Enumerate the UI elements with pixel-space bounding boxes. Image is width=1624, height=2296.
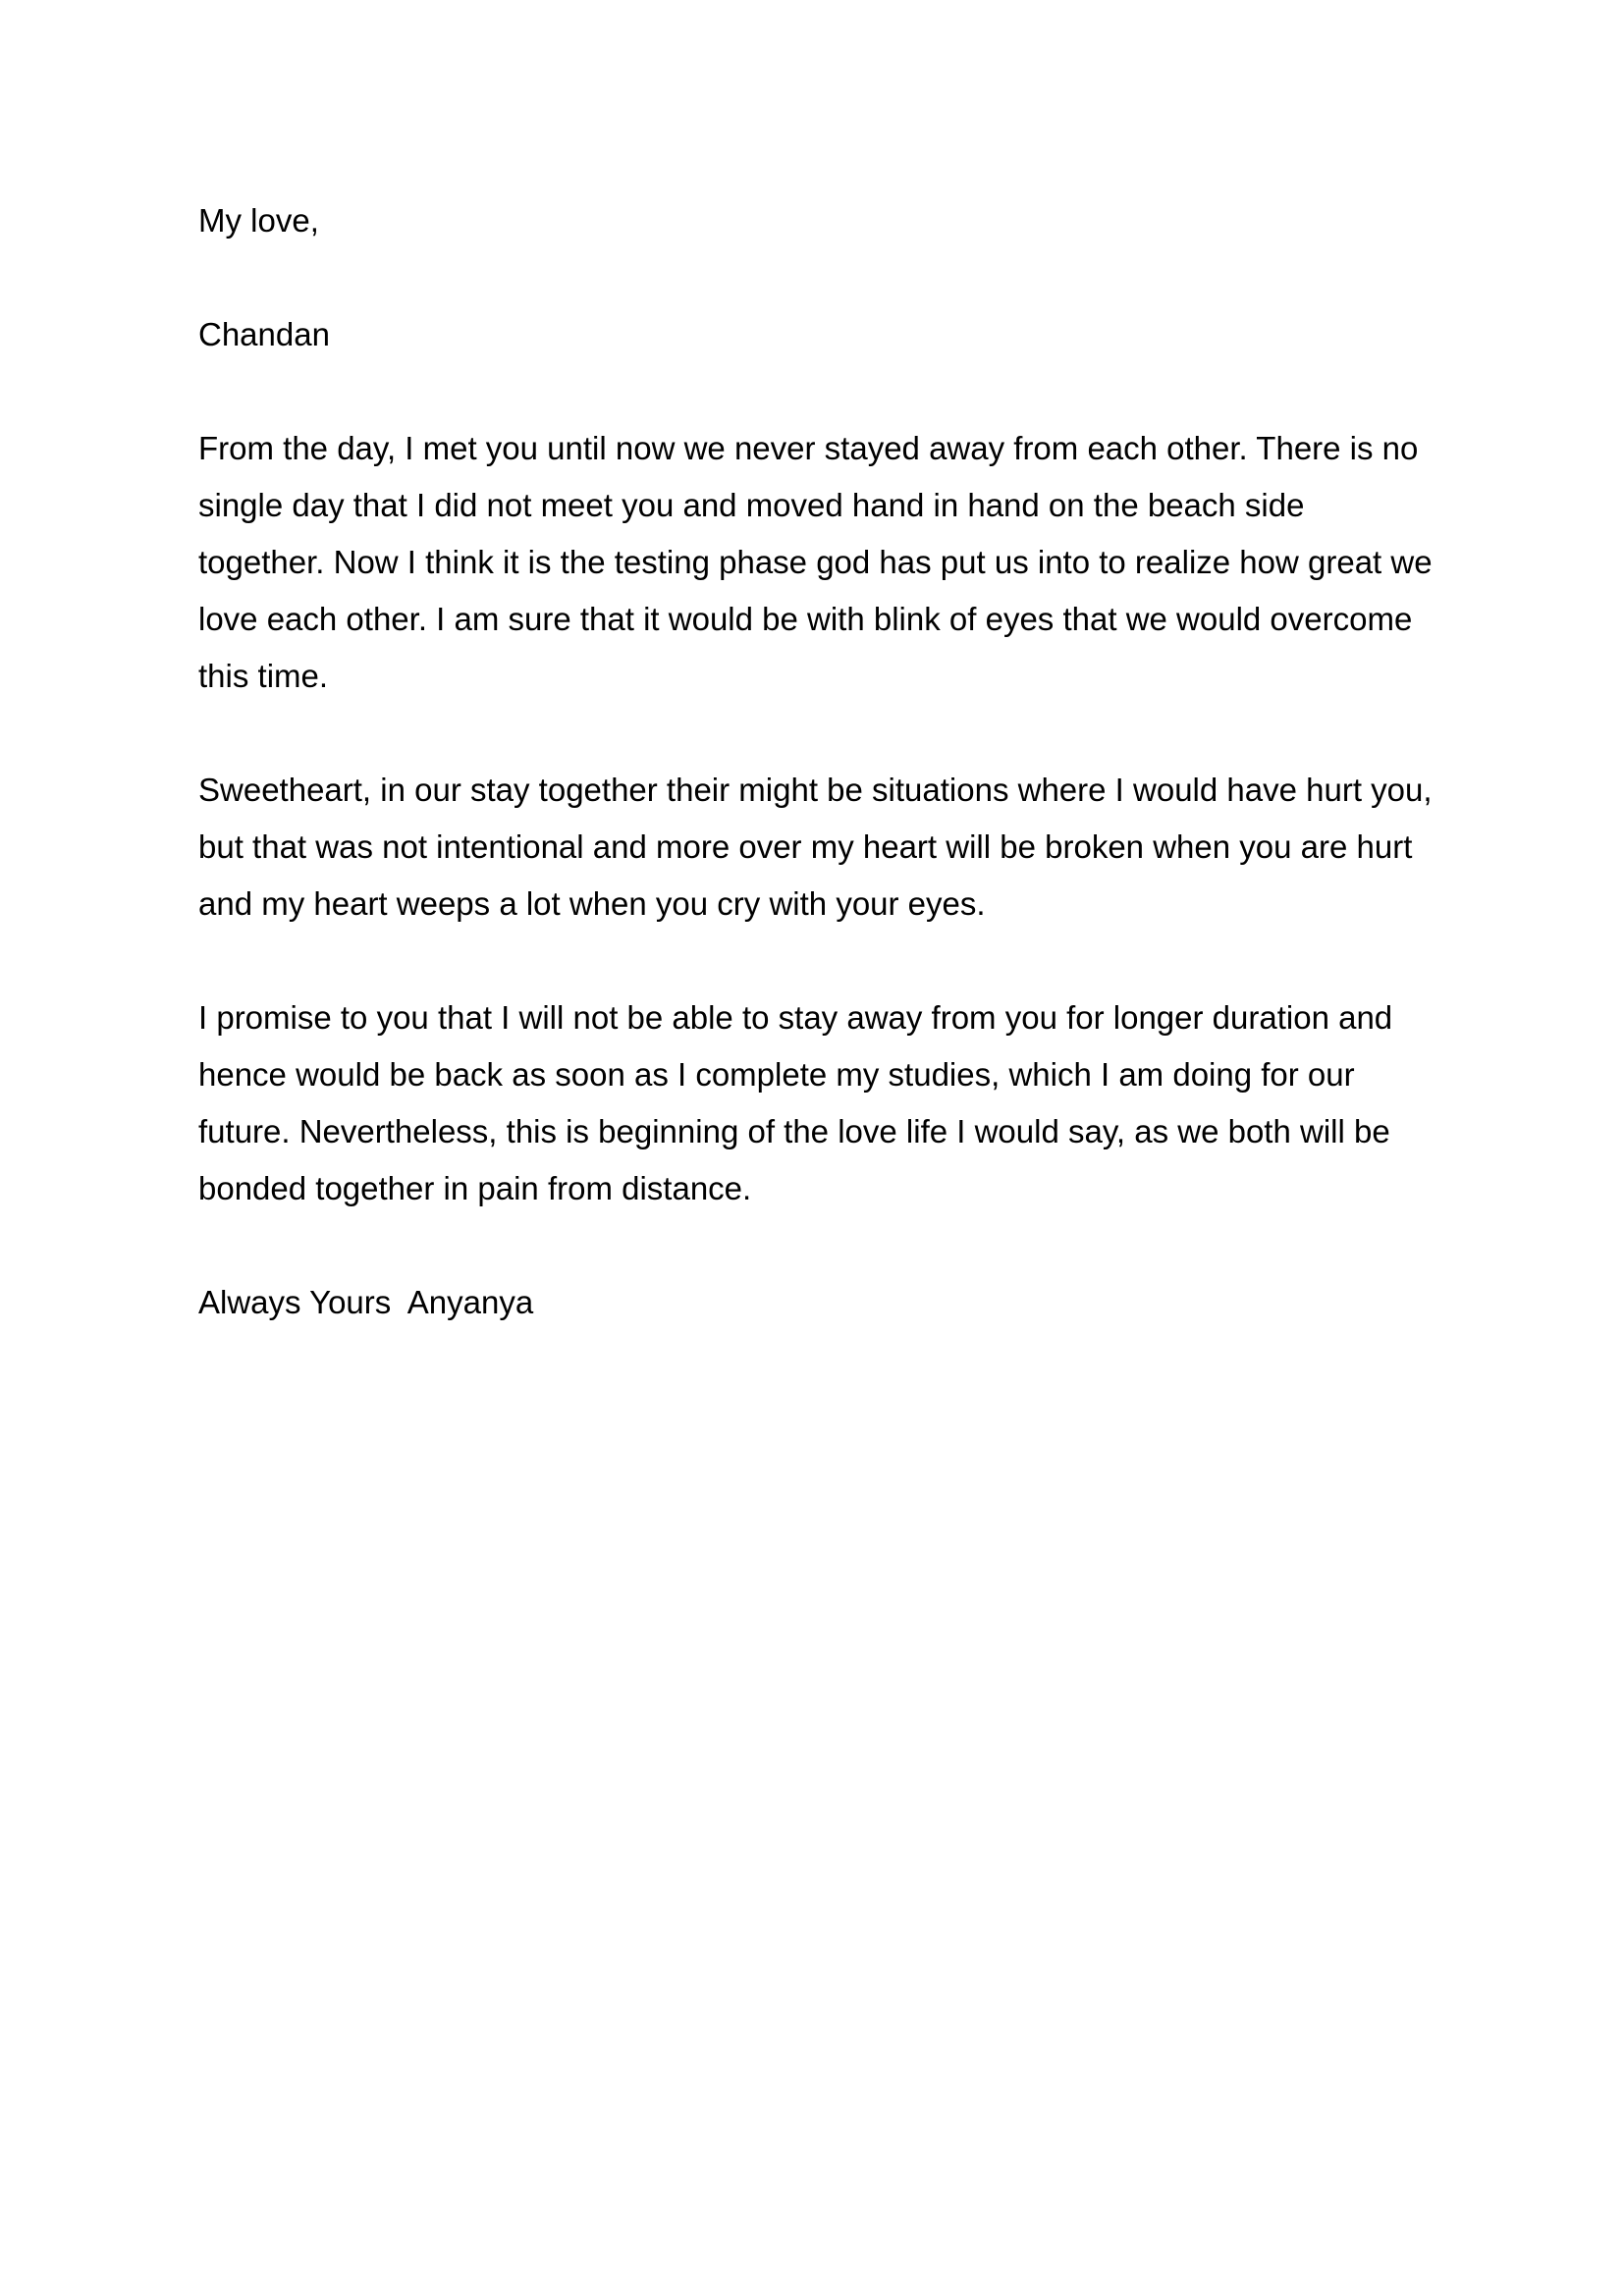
letter-paragraph-2: Sweetheart, in our stay together their might be situations where I would have hurt you, but that was not intentional and more over my heart will be broken when you are hurt and my heart weeps a lot when you cry with your eyes. (198, 772, 1433, 922)
letter-body (198, 192, 1435, 1331)
letter-closing: Always Yours Anyanya (198, 1284, 534, 1320)
letter-recipient: Chandan (198, 316, 330, 352)
letter-paragraph-1: From the day, I met you until now we never stayed away from each other. There is no single day that I did not meet you and moved hand in hand on the beach side together. Now I think it is the testing phase god has put us into to realize how great we love each other. I am sure that it would be with blink of eyes that we would overcome this time. (198, 430, 1433, 694)
letter-paragraph-3: I promise to you that I will not be able to stay away from you for longer duration and hence would be back as soon as I complete my studies, which I am doing for our future. Nevertheless, this is beginning of the love life I would say, as we both will be bonded together in pain from distance. (198, 999, 1393, 1206)
letter-greeting: My love, (198, 202, 319, 239)
